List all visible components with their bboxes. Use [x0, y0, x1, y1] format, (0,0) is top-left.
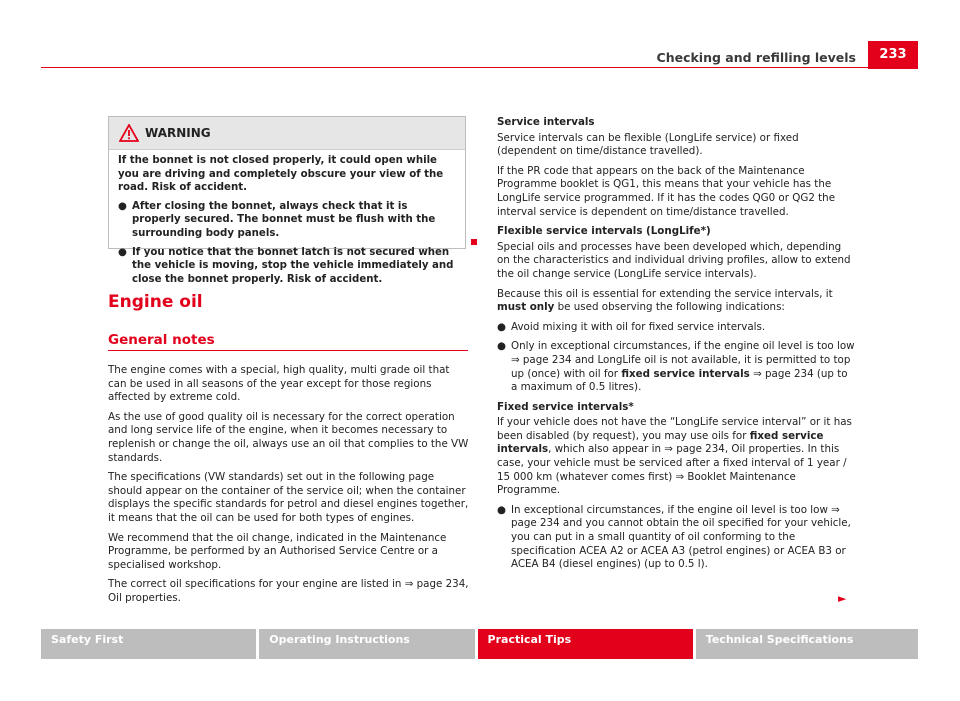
fixed-intervals-heading: Fixed service intervals*: [497, 400, 634, 413]
list-item: [497, 340, 855, 394]
section-end-marker: [471, 239, 477, 245]
list-item-text: Avoid mixing it with oil for fixed service intervals.: [511, 320, 766, 333]
flexible-intervals-heading: Flexible service intervals (LongLife*): [497, 225, 711, 238]
bold-text: must only: [497, 301, 555, 314]
warning-box: [108, 116, 466, 285]
warning-header: [109, 117, 465, 150]
paragraph: [497, 416, 855, 498]
section-title: Engine oil: [108, 292, 203, 312]
service-intervals-heading: Service intervals: [497, 116, 595, 128]
footer-nav: [41, 629, 918, 659]
bullet-dot: ●: [118, 246, 127, 258]
paragraph: [497, 288, 855, 315]
paragraph: As the use of good quality oil is necessary for the correct operation and long service life of the engine, when it becomes necessary to replenish or change the oil, always use an oil that complies to the VW standards.: [108, 410, 469, 464]
paragraph: The correct oil specifications for your engine are listed in ⇒ page 234, Oil properties.: [108, 578, 469, 604]
paragraph: We recommend that the oil change, indicated in the Maintenance Programme, be performed by an Authorised Service Centre or a specialised workshop.: [108, 531, 447, 571]
paragraph: Service intervals can be flexible (LongLife service) or fixed (dependent on time/distance travelled).: [497, 131, 799, 158]
list-item-text: In exceptional circumstances, if the engine oil level is too low ⇒ page 234 and you cannot obtain the oil specified for your vehicle, you can put in a small quantity of oil conforming to the specification ACEA A2 or ACEA A3 (petrol engines) or ACEA B3 or ACEA B4 (diesel engines) (up to 0.5 l).: [511, 503, 851, 571]
list-item: [497, 504, 855, 572]
section-subtitle: General notes: [108, 332, 215, 348]
tab-technical-specifications[interactable]: Technical Specifications: [696, 629, 918, 659]
subtitle-rule: [108, 350, 468, 351]
tab-practical-tips[interactable]: Practical Tips: [478, 629, 693, 659]
text-span: be used observing the following indications:: [554, 301, 785, 314]
warning-intro: If the bonnet is not closed properly, it could open while you are driving and completely obscure your view of the road. Risk of accident.: [118, 155, 444, 194]
bullet-dot: ●: [118, 200, 127, 212]
text-span: If your vehicle does not have the “LongLife service interval” or it has been disabled (by request), you may use oils for: [497, 416, 852, 442]
tab-safety-first[interactable]: Safety First: [41, 629, 256, 659]
paragraph: Special oils and processes have been developed which, depending on the characteristics and individual driving profiles, allow to extend the oil change service (LongLife service intervals).: [497, 240, 851, 280]
header-title: Checking and refilling levels: [656, 50, 856, 65]
bullet-dot: ●: [497, 503, 506, 516]
bold-text: fixed service intervals: [497, 429, 824, 456]
bullet-dot: ●: [497, 340, 506, 353]
warning-bullet: [118, 200, 459, 241]
paragraph: The engine comes with a special, high quality, multi grade oil that can be used in all seasons of the year except for those regions affected by extreme cold.: [108, 364, 450, 404]
bold-text: fixed service intervals: [621, 367, 750, 380]
warning-bullet-text: After closing the bonnet, always check that it is properly secured. The bonnet must be flush with the surrounding body panels.: [132, 200, 436, 239]
right-column: [497, 116, 855, 572]
continue-arrow-icon: ►: [838, 592, 847, 605]
paragraph: The specifications (VW standards) set out in the following page should appear on the container of the service oil; when the container displays the specific standards for petrol and diesel engines together, it means that the oil can be used for both types of engines.: [108, 471, 469, 524]
paragraph: If the PR code that appears on the back of the Maintenance Programme booklet is QG1, this means that your vehicle has the LongLife service programmed. If it has the codes QG0 or QG2 the interval service is dependent on time/distance travelled.: [497, 164, 836, 218]
warning-bullet-text: If you notice that the bonnet latch is not secured when the vehicle is moving, stop the vehicle immediately and close the bonnet properly. Risk of accident.: [132, 246, 454, 285]
warning-title: WARNING: [145, 126, 211, 140]
text-span: Only in exceptional circumstances, if the engine oil level is too low ⇒ page 234 and LongLife oil is not available, it is permitted to top up (once) with oil for: [511, 340, 855, 380]
page-number: 233: [868, 41, 918, 69]
list-item-text: [511, 340, 855, 394]
text-span: Because this oil is essential for extending the service intervals, it: [497, 287, 833, 300]
header-rule: [41, 67, 868, 68]
text-span: ⇒ page 234 (up to a maximum of 0.5 litres).: [511, 367, 848, 394]
warning-bullet: [118, 246, 459, 287]
bullet-dot: ●: [497, 320, 506, 333]
warning-triangle-icon: [119, 124, 139, 142]
list-item: [497, 321, 855, 335]
left-column: [108, 364, 470, 612]
warning-body: [109, 150, 465, 286]
text-span: , which also appear in ⇒ page 234, Oil properties. In this case, your vehicle must be serviced after a fixed interval of 1 year / 15 000 km (whatever comes first) ⇒ Booklet Maintenance Programme.: [497, 443, 847, 497]
tab-operating-instructions[interactable]: Operating Instructions: [259, 629, 474, 659]
